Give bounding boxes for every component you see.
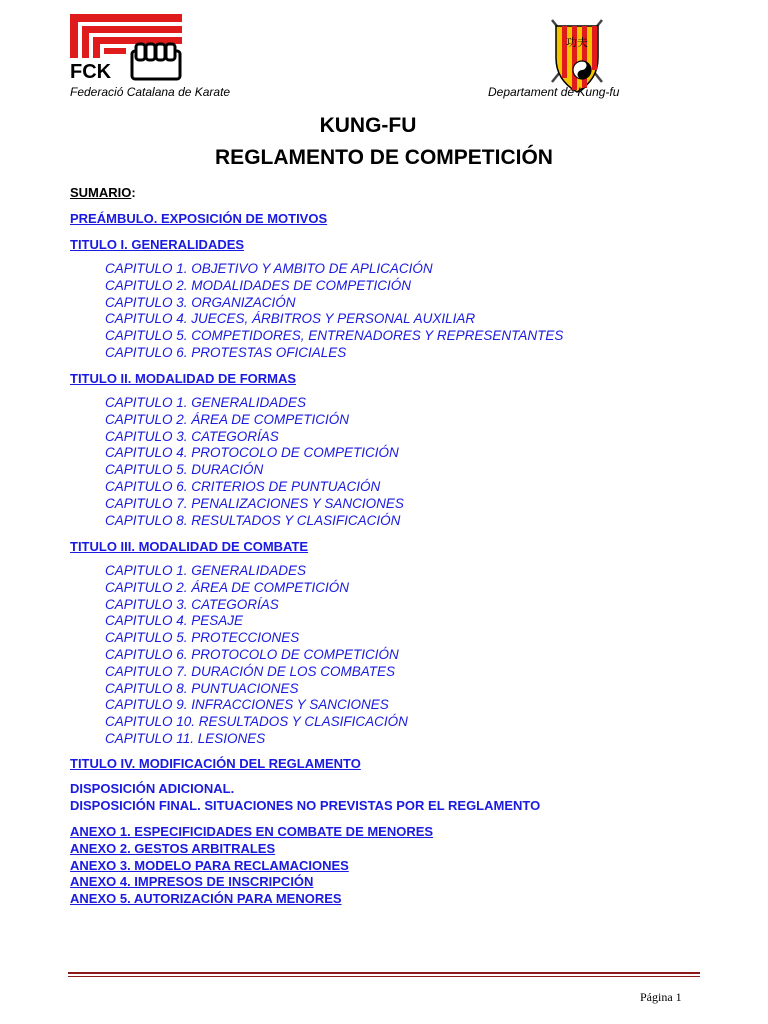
department-name: Departament de Kung-fu [488, 85, 620, 99]
chapter-item[interactable]: CAPITULO 11. LESIONES [105, 730, 266, 746]
chapter-item[interactable]: CAPITULO 2. ÁREA DE COMPETICIÓN [105, 579, 350, 595]
toc-titulo-1-link[interactable]: TITULO I. GENERALIDADES [70, 237, 245, 252]
toc-titulo-3-link[interactable]: TITULO III. MODALIDAD DE COMBATE [70, 539, 309, 554]
chapter-item[interactable]: CAPITULO 8. RESULTADOS Y CLASIFICACIÓN [105, 512, 401, 528]
chapter-item[interactable]: CAPITULO 6. PROTESTAS OFICIALES [105, 344, 347, 360]
chapter-item[interactable]: CAPITULO 1. OBJETIVO Y AMBITO DE APLICACIÓN [105, 261, 433, 276]
chapter-item[interactable]: CAPITULO 3. ORGANIZACIÓN [105, 294, 296, 310]
chapter-item[interactable]: CAPITULO 7. PENALIZACIONES Y SANCIONES [105, 495, 404, 511]
chapter-item[interactable]: CAPITULO 6. PROTOCOLO DE COMPETICIÓN [105, 646, 399, 662]
chapter-item[interactable]: CAPITULO 2. MODALIDADES DE COMPETICIÓN [105, 277, 412, 293]
toc-anexo-3-link[interactable]: ANEXO 3. MODELO PARA RECLAMACIONES [70, 858, 349, 873]
chapter-item[interactable]: CAPITULO 4. PESAJE [105, 613, 244, 629]
chapter-item[interactable]: CAPITULO 5. PROTECCIONES [105, 630, 300, 646]
page-number: Página 1 [640, 990, 682, 1004]
chapter-item[interactable]: CAPITULO 3. CATEGORÍAS [105, 596, 279, 612]
chapter-item[interactable]: CAPITULO 9. INFRACCIONES Y SANCIONES [105, 697, 389, 713]
fist-icon [132, 44, 180, 79]
crest-icon [546, 16, 608, 96]
fck-logo-graphic [70, 14, 182, 82]
federation-name: Federació Catalana de Karate [70, 85, 231, 99]
footer-rule-thin [68, 976, 700, 977]
chapter-item[interactable]: CAPITULO 8. PUNTUACIONES [105, 680, 299, 696]
titulo-3-chapter-list [105, 563, 408, 748]
footer-rule [68, 972, 700, 974]
chapter-item[interactable]: CAPITULO 2. ÁREA DE COMPETICIÓN [105, 411, 350, 427]
chapter-item[interactable]: CAPITULO 4. PROTOCOLO DE COMPETICIÓN [105, 445, 399, 461]
chapter-item[interactable]: CAPITULO 4. JUECES, ÁRBITROS Y PERSONAL AUXILIAR [105, 311, 476, 327]
fck-logo-text: FCK [70, 61, 112, 82]
document-title: KUNG-FU [319, 114, 417, 137]
chapter-item[interactable]: CAPITULO 6. CRITERIOS DE PUNTUACIÓN [105, 478, 381, 494]
sumario-colon: : [131, 185, 136, 200]
sumario-label: SUMARIO [70, 185, 132, 200]
disposicion-final: DISPOSICIÓN FINAL. SITUACIONES NO PREVISTAS POR EL REGLAMENTO [70, 798, 541, 813]
crest-glyph: 功夫 [566, 36, 588, 49]
fck-logo [70, 14, 182, 82]
disposicion-adicional: DISPOSICIÓN ADICIONAL. [70, 781, 235, 796]
toc-titulo-4-link[interactable]: TITULO IV. MODIFICACIÓN DEL REGLAMENTO [70, 756, 361, 771]
titulo-1-chapter-list [105, 261, 563, 362]
toc-titulo-2-link[interactable]: TITULO II. MODALIDAD DE FORMAS [70, 371, 297, 386]
chapter-item[interactable]: CAPITULO 10. RESULTADOS Y CLASIFICACIÓN [105, 714, 408, 730]
document-subtitle: REGLAMENTO DE COMPETICIÓN [215, 146, 553, 169]
chapter-item[interactable]: CAPITULO 5. DURACIÓN [105, 462, 264, 478]
toc-preambulo-link[interactable]: PREÁMBULO. EXPOSICIÓN DE MOTIVOS [70, 211, 328, 226]
toc-anexo-4-link[interactable]: ANEXO 4. IMPRESOS DE INSCRIPCIÓN [70, 874, 314, 889]
chapter-item[interactable]: CAPITULO 1. GENERALIDADES [105, 563, 307, 578]
chapter-item[interactable]: CAPITULO 5. COMPETIDORES, ENTRENADORES Y REPRESENTANTES [105, 328, 564, 344]
toc-anexo-1-link[interactable]: ANEXO 1. ESPECIFICIDADES EN COMBATE DE MENORES [70, 824, 434, 839]
sumario-heading [70, 185, 136, 200]
chapter-item[interactable]: CAPITULO 7. DURACIÓN DE LOS COMBATES [105, 663, 396, 679]
chapter-item[interactable]: CAPITULO 1. GENERALIDADES [105, 395, 307, 410]
toc-anexo-2-link[interactable]: ANEXO 2. GESTOS ARBITRALES [70, 841, 276, 856]
kung-fu-crest-logo [546, 16, 608, 96]
titulo-2-chapter-list [105, 395, 404, 529]
chapter-item[interactable]: CAPITULO 3. CATEGORÍAS [105, 428, 279, 444]
toc-anexo-5-link[interactable]: ANEXO 5. AUTORIZACIÓN PARA MENORES [70, 891, 342, 906]
